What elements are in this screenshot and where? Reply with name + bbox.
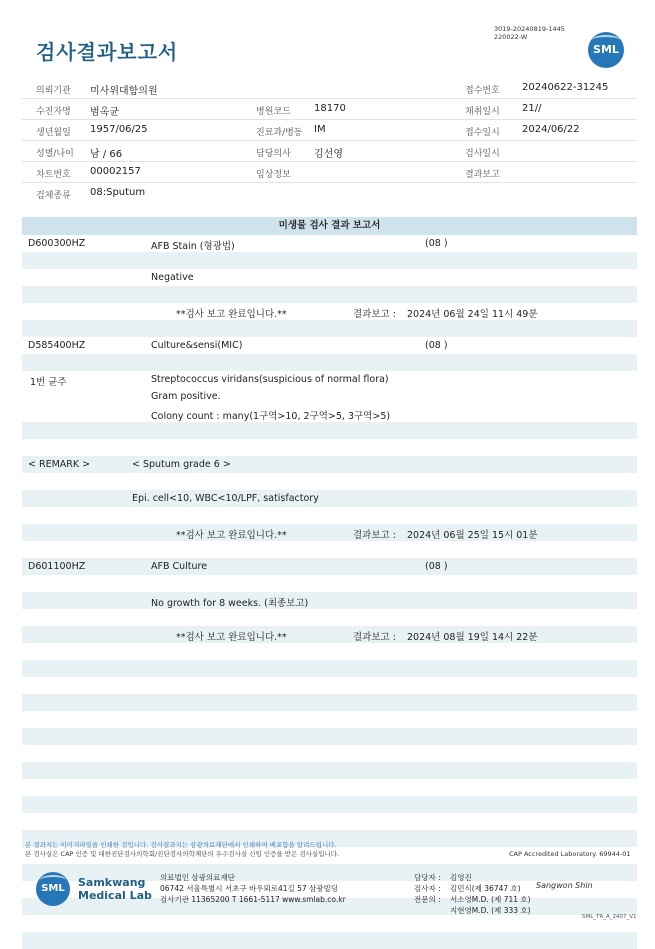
table-row	[22, 796, 637, 813]
receipt-number-label: 접수번호	[465, 86, 500, 96]
sml-logo: SML	[588, 32, 624, 68]
organism-row	[22, 371, 637, 388]
remark-grade: < Sputum grade 6 >	[132, 459, 231, 470]
result-row-d601	[22, 558, 637, 575]
report-complete-message: **검사 보고 완료입니다.**	[176, 530, 287, 541]
result-value-row	[22, 269, 637, 286]
table-row	[22, 711, 637, 728]
report-label: 결과보고 :	[353, 632, 396, 643]
report-complete-row	[22, 626, 637, 643]
doctor-label: 담당의사	[256, 149, 291, 159]
specimen-code: (08 )	[425, 340, 448, 351]
collection-date-label: 채취일시	[465, 107, 500, 117]
department-label: 진료과/병동	[256, 128, 303, 138]
referring-clinic-label: 의뢰기관	[36, 86, 71, 96]
table-row	[22, 915, 637, 932]
result-row-d585	[22, 337, 637, 354]
referring-clinic-value: 미사위대함의원	[90, 86, 158, 97]
patient-name-label: 수진자명	[36, 107, 71, 117]
test-result: No growth for 8 weeks. (최종보고)	[151, 598, 309, 609]
table-row	[22, 354, 637, 371]
table-row	[22, 286, 637, 303]
table-row	[22, 677, 637, 694]
report-complete-row	[22, 524, 637, 541]
organism-name: Streptococcus viridans(suspicious of normal flora)	[151, 374, 389, 385]
receipt-date-label: 접수일시	[465, 128, 500, 138]
specimen-code: (08 )	[425, 238, 448, 249]
specimen-code: (08 )	[425, 561, 448, 572]
table-row	[22, 507, 637, 524]
organism-label: 1번 균주	[30, 377, 67, 388]
company-address	[160, 872, 346, 905]
test-code: D585400HZ	[28, 340, 86, 351]
table-row	[22, 745, 637, 762]
receipt-date-value: 2024/06/22	[522, 124, 580, 135]
test-code: D601100HZ	[28, 561, 86, 572]
document-id	[494, 25, 565, 41]
patient-name-value: 범옥균	[90, 107, 119, 118]
staff-label: 검사자 :	[414, 884, 441, 893]
info-row	[22, 78, 637, 99]
remark-detail: Epi. cell<10, WBC<10/LPF, satisfactory	[132, 493, 319, 504]
table-row	[22, 728, 637, 745]
hospital-code-label: 병원코드	[256, 107, 291, 117]
staff-name: 김영진	[450, 873, 472, 882]
cap-accreditation: CAP Accredited Laboratory. 69944-01	[509, 850, 631, 858]
test-name: AFB Culture	[151, 561, 208, 572]
footer-sml-logo: SML	[36, 872, 70, 906]
footer-notice-2: 본 검사실은 CAP 인증 및 대한진단검사의학회/진단검사의학재단의 우수검사실 신임 인증을 받은 검사실입니다.	[25, 850, 340, 858]
test-date-label: 검사일시	[465, 149, 500, 159]
department-value: IM	[314, 124, 326, 135]
results-table	[22, 217, 637, 949]
specimen-type-label: 검체종류	[36, 191, 71, 201]
table-row	[22, 473, 637, 490]
collection-date-value: 21//	[522, 103, 542, 114]
clinical-info-label: 임상정보	[256, 170, 291, 180]
hospital-code-value: 18170	[314, 103, 346, 114]
table-row	[22, 252, 637, 269]
table-row	[22, 694, 637, 711]
table-row	[22, 932, 637, 949]
sex-age-label: 성별/나이	[36, 149, 74, 159]
patient-info-table	[22, 78, 637, 204]
info-row	[22, 120, 637, 141]
test-result: Negative	[151, 272, 194, 283]
results-header: 미생물 검사 결과 보고서	[22, 217, 637, 235]
specimen-type-value: 08:Sputum	[90, 187, 146, 198]
result-row-d600	[22, 235, 637, 252]
table-row	[22, 813, 637, 830]
info-row	[22, 183, 637, 204]
report-complete-row	[22, 303, 637, 320]
info-row	[22, 162, 637, 183]
staff-list	[414, 872, 531, 916]
chart-number-label: 차트번호	[36, 170, 71, 180]
gram-stain: Gram positive.	[151, 391, 221, 402]
staff-name: 지현영M.D. (제 333 호)	[450, 906, 531, 915]
report-title: 검사결과보고서	[36, 40, 179, 64]
table-row	[22, 541, 637, 558]
sex-age-value: 남 / 66	[90, 149, 123, 160]
staff-name: 서소영M.D. (제 711 호)	[450, 895, 531, 904]
info-row	[22, 141, 637, 162]
signature: Sangwon Shin	[536, 881, 593, 890]
form-id: SML_TR_A_2407_V1	[582, 914, 637, 920]
report-date-label: 결과보고	[465, 170, 500, 180]
company-contact: 검사기관 11365200 T 1661-5117 www.smlab.co.kr	[160, 895, 346, 904]
report-datetime: 2024년 06월 25일 15시 01분	[407, 530, 538, 541]
chart-number-value: 00002157	[90, 166, 141, 177]
table-row	[22, 660, 637, 677]
report-datetime: 2024년 06월 24일 11시 49분	[407, 309, 538, 320]
table-row	[22, 609, 637, 626]
table-row	[22, 779, 637, 796]
table-row	[22, 320, 637, 337]
test-code: D600300HZ	[28, 238, 86, 249]
staff-label: 담당자 :	[414, 873, 441, 882]
company-name-line-1: Samkwang	[78, 876, 146, 889]
table-row	[22, 575, 637, 592]
report-label: 결과보고 :	[353, 530, 396, 541]
test-name: AFB Stain (형광법)	[151, 241, 235, 252]
info-row	[22, 99, 637, 120]
result-value-row	[22, 592, 637, 609]
company-street-address: 06742 서울특별시 서초구 바우뫼로41길 57 삼광빌딩	[160, 884, 339, 893]
company-name-line-2: Medical Lab	[78, 889, 152, 902]
test-name: Culture&sensi(MIC)	[151, 340, 243, 351]
remark-row	[22, 456, 637, 473]
birth-date-label: 생년월일	[36, 128, 71, 138]
remark-label: < REMARK >	[28, 459, 91, 470]
birth-date-value: 1957/06/25	[90, 124, 148, 135]
report-label: 결과보고 :	[353, 309, 396, 320]
report-complete-message: **검사 보고 완료입니다.**	[176, 632, 287, 643]
table-row	[22, 643, 637, 660]
report-complete-message: **검사 보고 완료입니다.**	[176, 309, 287, 320]
colony-row	[22, 405, 637, 422]
footer-notice-1: 본 결과지는 이미지파일을 인쇄한 것입니다. 검사결과지는 삼광의료재단에서 인쇄하여 배포함을 알려드립니다.	[25, 841, 337, 849]
colony-count: Colony count : many(1구역>10, 2구역>5, 3구역>5)	[151, 411, 391, 422]
gram-row	[22, 388, 637, 405]
report-datetime: 2024년 08월 19일 14시 22분	[407, 632, 538, 643]
receipt-number-value: 20240622-31245	[522, 82, 609, 93]
staff-name: 김민식(제 36747 호)	[450, 884, 521, 893]
table-row	[22, 422, 637, 439]
company-name	[78, 876, 152, 902]
document-id-line-2: 220022-W	[494, 33, 528, 41]
doctor-value: 김선영	[314, 149, 343, 160]
document-id-line-1: 3019-20240819-1445	[494, 25, 565, 33]
staff-label: 전문의 :	[414, 895, 441, 904]
company-legal-name: 의료법인 삼광의료재단	[160, 873, 235, 882]
table-row	[22, 439, 637, 456]
table-row	[22, 762, 637, 779]
remark-detail-row	[22, 490, 637, 507]
